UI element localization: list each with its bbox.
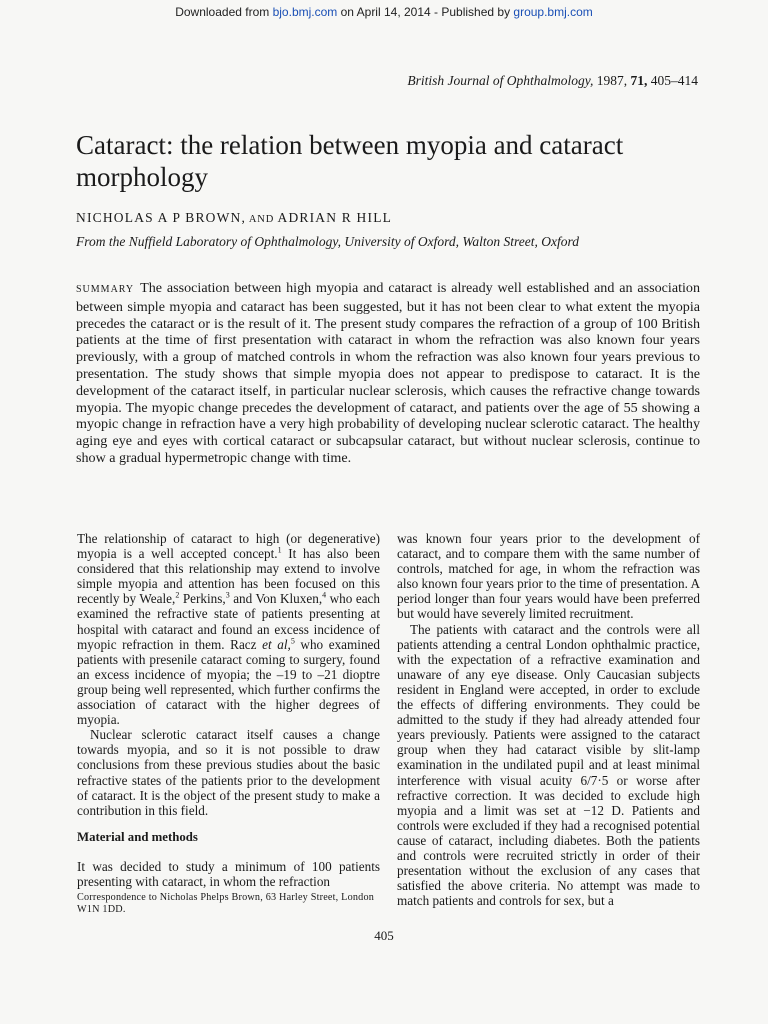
left-column — [77, 531, 380, 915]
author-and: AND — [246, 214, 278, 225]
author-second: ADRIAN R HILL — [277, 210, 393, 225]
citation-superscript: 3 — [225, 590, 230, 600]
download-middle: on April 14, 2014 - Published by — [337, 5, 514, 19]
right-column — [397, 531, 700, 908]
page-number: 405 — [374, 928, 394, 943]
section-heading-methods: Material and methods — [77, 829, 198, 844]
intro-paragraph-1 — [77, 531, 380, 727]
citation-superscript: 1 — [277, 545, 282, 555]
journal-volume: 71, — [630, 73, 648, 88]
author-line — [76, 210, 392, 226]
journal-year: 1987, — [593, 73, 631, 88]
methods-paragraph-1: It was decided to study a minimum of 100 patients presenting with cataract, in whom the refraction — [77, 858, 380, 889]
download-prefix: Downloaded from — [175, 5, 273, 19]
download-banner — [0, 5, 768, 19]
text-run: It has also been considered that this relationship may extend to involve simple myopia and attention has been focused on this recently by Weale, — [77, 546, 380, 607]
citation-superscript: 5 — [290, 636, 295, 646]
methods-paragraph-1-cont: was known four years prior to the development of cataract, and to compare them with the same number of controls, matched for age, in whom the refraction was also known four years prior to the time of presentation. A period longer than four years would have been preferred but would have severely limited recruitment. — [397, 531, 700, 622]
text-run: Perkins, — [179, 591, 226, 607]
journal-reference — [407, 73, 698, 89]
text-run: who examined patients with presenile cataract coming to surgery, found an excess incidence of myopia; the –19 to –21 dioptre group being well represented, which further confirms the association of cataract with the higher degrees of myopia. — [77, 636, 380, 728]
et-al-italic: et al, — [262, 636, 291, 652]
text-run: who each examined the refractive state of patients presenting at hospital with cataract and found an excess incidence of myopic refraction in them. Racz — [77, 591, 380, 652]
summary-text: The association between high myopia and cataract is already well established and an association between simple myopia and cataract has been suggested, but it has not been clear to what extent the myopia precedes the cataract or is the result of it. The present study compares the refraction of a group of 100 British patients at the time of first presentation with cataract in whom the refraction was also known four years previously, with a group of matched controls in whom the refraction was also known four years previous to presentation. The study shows that simple myopia does not appear to predispose to cataract. It is the development of the cataract itself, in particular nuclear sclerosis, which causes the refractive change towards myopia. The myopic change precedes the development of cataract, and patients over the age of 55 showing a myopic change in refraction have a very high probability of developing nuclear sclerotic cataract. The healthy aging eye and eyes with cortical cataract or subcapsular cataract, but without nuclear sclerosis, continue to show a gradual hypermetropic change with time. — [76, 280, 700, 466]
site-link[interactable]: bjo.bmj.com — [272, 5, 338, 19]
publisher-link[interactable]: group.bmj.com — [513, 5, 593, 19]
citation-superscript: 2 — [175, 590, 180, 600]
article-title: Cataract: the relation between myopia and cataract morphology — [76, 130, 624, 192]
text-run: The relationship of cataract to high (or degenerative) myopia is a well accepted concept. — [77, 531, 380, 562]
methods-paragraph-2: The patients with cataract and the controls were all patients attending a central London ophthalmic practice, with the expectation of a refractive examination and unaware of any eye disease. Only Caucasian subjects resident in England were accepted, in order to exclude the effects of differing environments. They could be admitted to the study if they had already attended four years previously. Patients were assigned to the cataract group when they had cataract visible by slit-lamp examination in the undilated pupil and at least minimal interference with visual acuity 6/7·5 or worse after refractive correction. It was decided to exclude high myopia and a limit was set at −12 D. Patients and controls were excluded if they had a recognised potential cause of cataract, including diabetes. Both the patients and controls were recruited strictly in order of their presentation without the exclusion of any cases that satisfied the above criteria. No attempt was made to match patients and controls for sex, but a — [397, 621, 700, 909]
correspondence-note: Correspondence to Nicholas Phelps Brown, 63 Harley Street, London W1N 1DD. — [77, 892, 375, 915]
author-first: NICHOLAS A P BROWN, — [76, 210, 247, 225]
journal-pages: 405–414 — [647, 73, 698, 88]
affiliation: From the Nuffield Laboratory of Ophthalmology, University of Oxford, Walton Street, Oxford — [76, 234, 579, 249]
citation-superscript: 4 — [322, 590, 327, 600]
summary-block — [76, 280, 700, 467]
journal-name: British Journal of Ophthalmology, — [407, 73, 594, 88]
summary-label: SUMMARY — [76, 284, 135, 295]
text-run: and Von Kluxen, — [229, 591, 323, 607]
intro-paragraph-2: Nuclear sclerotic cataract itself causes a change towards myopia, and so it is not possible to draw conclusions from these previous studies about the basic refractive states of the patients prior to the development of cataract. It is the object of the present study to make a contribution in this field. — [77, 727, 380, 818]
